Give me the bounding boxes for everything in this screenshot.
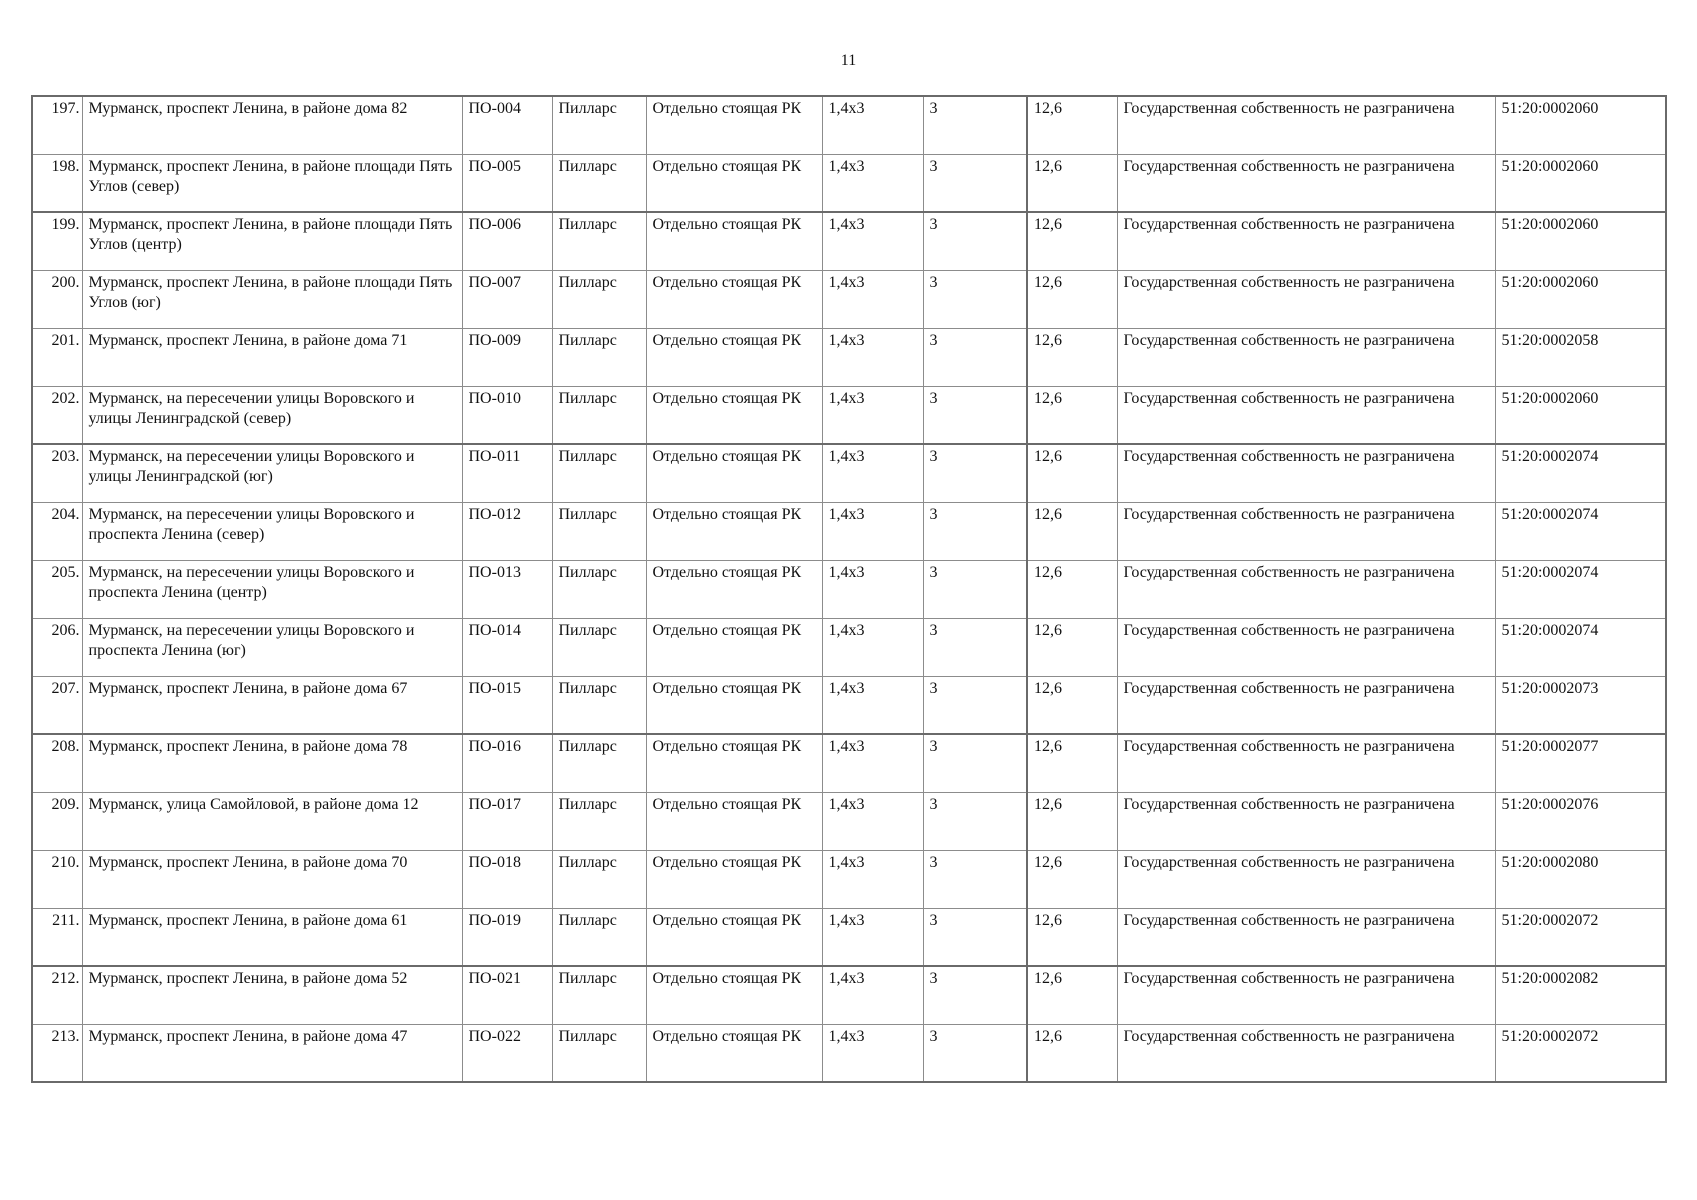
sides-cell: 3: [923, 154, 1027, 212]
address-cell: Мурманск, проспект Ленина, в районе площади Пять Углов (центр): [82, 212, 462, 270]
ownership-cell: Государственная собственность не разграничена: [1117, 908, 1495, 966]
cadastral-number-cell: 51:20:0002060: [1495, 270, 1666, 328]
address-cell: Мурманск, на пересечении улицы Воровского и проспекта Ленина (север): [82, 502, 462, 560]
placement-cell: Отдельно стоящая РК: [646, 908, 822, 966]
placement-cell: Отдельно стоящая РК: [646, 386, 822, 444]
ownership-cell: Государственная собственность не разграничена: [1117, 96, 1495, 154]
sides-cell: 3: [923, 734, 1027, 792]
placement-cell: Отдельно стоящая РК: [646, 676, 822, 734]
size-cell: 1,4х3: [822, 154, 923, 212]
sides-cell: 3: [923, 792, 1027, 850]
placement-cell: Отдельно стоящая РК: [646, 154, 822, 212]
code-cell: ПО-012: [462, 502, 552, 560]
address-cell: Мурманск, на пересечении улицы Воровского и улицы Ленинградской (юг): [82, 444, 462, 502]
row-number: 211.: [32, 908, 82, 966]
row-number: 209.: [32, 792, 82, 850]
address-cell: Мурманск, проспект Ленина, в районе дома 61: [82, 908, 462, 966]
sides-cell: 3: [923, 966, 1027, 1024]
ownership-cell: Государственная собственность не разграничена: [1117, 734, 1495, 792]
sides-cell: 3: [923, 560, 1027, 618]
table-row: [32, 908, 1666, 966]
cadastral-number-cell: 51:20:0002074: [1495, 618, 1666, 676]
row-number: 212.: [32, 966, 82, 1024]
address-cell: Мурманск, проспект Ленина, в районе дома 67: [82, 676, 462, 734]
code-cell: ПО-007: [462, 270, 552, 328]
code-cell: ПО-011: [462, 444, 552, 502]
ownership-cell: Государственная собственность не разграничена: [1117, 212, 1495, 270]
code-cell: ПО-017: [462, 792, 552, 850]
address-cell: Мурманск, улица Самойловой, в районе дома 12: [82, 792, 462, 850]
placement-cell: Отдельно стоящая РК: [646, 444, 822, 502]
sides-cell: 3: [923, 212, 1027, 270]
cadastral-number-cell: 51:20:0002073: [1495, 676, 1666, 734]
type-cell: Пилларс: [552, 1024, 646, 1082]
table-row: [32, 966, 1666, 1024]
ownership-cell: Государственная собственность не разграничена: [1117, 502, 1495, 560]
code-cell: ПО-010: [462, 386, 552, 444]
size-cell: 1,4х3: [822, 270, 923, 328]
area-cell: 12,6: [1027, 96, 1117, 154]
type-cell: Пилларс: [552, 850, 646, 908]
placement-cell: Отдельно стоящая РК: [646, 734, 822, 792]
placement-cell: Отдельно стоящая РК: [646, 792, 822, 850]
cadastral-number-cell: 51:20:0002060: [1495, 386, 1666, 444]
type-cell: Пилларс: [552, 444, 646, 502]
type-cell: Пилларс: [552, 502, 646, 560]
row-number: 198.: [32, 154, 82, 212]
row-number: 204.: [32, 502, 82, 560]
area-cell: 12,6: [1027, 792, 1117, 850]
type-cell: Пилларс: [552, 154, 646, 212]
placement-cell: Отдельно стоящая РК: [646, 328, 822, 386]
size-cell: 1,4х3: [822, 908, 923, 966]
code-cell: ПО-009: [462, 328, 552, 386]
address-cell: Мурманск, проспект Ленина, в районе площади Пять Углов (север): [82, 154, 462, 212]
cadastral-number-cell: 51:20:0002060: [1495, 96, 1666, 154]
sides-cell: 3: [923, 908, 1027, 966]
cadastral-number-cell: 51:20:0002074: [1495, 560, 1666, 618]
ownership-cell: Государственная собственность не разграничена: [1117, 1024, 1495, 1082]
row-number: 199.: [32, 212, 82, 270]
code-cell: ПО-021: [462, 966, 552, 1024]
address-cell: Мурманск, проспект Ленина, в районе дома 47: [82, 1024, 462, 1082]
sides-cell: 3: [923, 96, 1027, 154]
code-cell: ПО-014: [462, 618, 552, 676]
placement-cell: Отдельно стоящая РК: [646, 966, 822, 1024]
cadastral-number-cell: 51:20:0002076: [1495, 792, 1666, 850]
placement-cell: Отдельно стоящая РК: [646, 618, 822, 676]
area-cell: 12,6: [1027, 618, 1117, 676]
sides-cell: 3: [923, 618, 1027, 676]
advertising-structures-table: [31, 95, 1667, 1083]
size-cell: 1,4х3: [822, 966, 923, 1024]
type-cell: Пилларс: [552, 734, 646, 792]
cadastral-number-cell: 51:20:0002058: [1495, 328, 1666, 386]
table-row: [32, 328, 1666, 386]
size-cell: 1,4х3: [822, 444, 923, 502]
area-cell: 12,6: [1027, 270, 1117, 328]
ownership-cell: Государственная собственность не разграничена: [1117, 966, 1495, 1024]
ownership-cell: Государственная собственность не разграничена: [1117, 270, 1495, 328]
address-cell: Мурманск, проспект Ленина, в районе площади Пять Углов (юг): [82, 270, 462, 328]
placement-cell: Отдельно стоящая РК: [646, 270, 822, 328]
sides-cell: 3: [923, 386, 1027, 444]
placement-cell: Отдельно стоящая РК: [646, 1024, 822, 1082]
area-cell: 12,6: [1027, 560, 1117, 618]
sides-cell: 3: [923, 850, 1027, 908]
area-cell: 12,6: [1027, 908, 1117, 966]
code-cell: ПО-015: [462, 676, 552, 734]
size-cell: 1,4х3: [822, 502, 923, 560]
type-cell: Пилларс: [552, 676, 646, 734]
size-cell: 1,4х3: [822, 676, 923, 734]
sides-cell: 3: [923, 1024, 1027, 1082]
type-cell: Пилларс: [552, 908, 646, 966]
cadastral-number-cell: 51:20:0002074: [1495, 502, 1666, 560]
type-cell: Пилларс: [552, 270, 646, 328]
code-cell: ПО-013: [462, 560, 552, 618]
cadastral-number-cell: 51:20:0002072: [1495, 1024, 1666, 1082]
table-row: [32, 502, 1666, 560]
placement-cell: Отдельно стоящая РК: [646, 560, 822, 618]
cadastral-number-cell: 51:20:0002060: [1495, 154, 1666, 212]
table-row: [32, 734, 1666, 792]
ownership-cell: Государственная собственность не разграничена: [1117, 154, 1495, 212]
ownership-cell: Государственная собственность не разграничена: [1117, 444, 1495, 502]
address-cell: Мурманск, проспект Ленина, в районе дома 71: [82, 328, 462, 386]
ownership-cell: Государственная собственность не разграничена: [1117, 676, 1495, 734]
table-row: [32, 444, 1666, 502]
row-number: 200.: [32, 270, 82, 328]
code-cell: ПО-022: [462, 1024, 552, 1082]
size-cell: 1,4х3: [822, 560, 923, 618]
address-cell: Мурманск, проспект Ленина, в районе дома 78: [82, 734, 462, 792]
area-cell: 12,6: [1027, 386, 1117, 444]
sides-cell: 3: [923, 444, 1027, 502]
cadastral-number-cell: 51:20:0002074: [1495, 444, 1666, 502]
table-row: [32, 212, 1666, 270]
size-cell: 1,4х3: [822, 792, 923, 850]
cadastral-number-cell: 51:20:0002080: [1495, 850, 1666, 908]
address-cell: Мурманск, проспект Ленина, в районе дома 82: [82, 96, 462, 154]
sides-cell: 3: [923, 676, 1027, 734]
table-row: [32, 96, 1666, 154]
table-row: [32, 270, 1666, 328]
table-row: [32, 386, 1666, 444]
sides-cell: 3: [923, 502, 1027, 560]
table-row: [32, 850, 1666, 908]
row-number: 205.: [32, 560, 82, 618]
table-row: [32, 560, 1666, 618]
area-cell: 12,6: [1027, 850, 1117, 908]
code-cell: ПО-018: [462, 850, 552, 908]
cadastral-number-cell: 51:20:0002060: [1495, 212, 1666, 270]
row-number: 206.: [32, 618, 82, 676]
size-cell: 1,4х3: [822, 386, 923, 444]
type-cell: Пилларс: [552, 618, 646, 676]
table-body: [32, 96, 1666, 1082]
table-row: [32, 676, 1666, 734]
type-cell: Пилларс: [552, 966, 646, 1024]
code-cell: ПО-019: [462, 908, 552, 966]
table-row: [32, 1024, 1666, 1082]
page-number: 11: [840, 52, 857, 69]
address-cell: Мурманск, проспект Ленина, в районе дома 52: [82, 966, 462, 1024]
table-row: [32, 618, 1666, 676]
address-cell: Мурманск, проспект Ленина, в районе дома 70: [82, 850, 462, 908]
ownership-cell: Государственная собственность не разграничена: [1117, 792, 1495, 850]
size-cell: 1,4х3: [822, 1024, 923, 1082]
code-cell: ПО-004: [462, 96, 552, 154]
address-cell: Мурманск, на пересечении улицы Воровского и проспекта Ленина (юг): [82, 618, 462, 676]
row-number: 202.: [32, 386, 82, 444]
size-cell: 1,4х3: [822, 850, 923, 908]
row-number: 213.: [32, 1024, 82, 1082]
area-cell: 12,6: [1027, 444, 1117, 502]
ownership-cell: Государственная собственность не разграничена: [1117, 560, 1495, 618]
table-row: [32, 792, 1666, 850]
row-number: 207.: [32, 676, 82, 734]
type-cell: Пилларс: [552, 792, 646, 850]
code-cell: ПО-016: [462, 734, 552, 792]
area-cell: 12,6: [1027, 328, 1117, 386]
size-cell: 1,4х3: [822, 328, 923, 386]
row-number: 201.: [32, 328, 82, 386]
area-cell: 12,6: [1027, 154, 1117, 212]
area-cell: 12,6: [1027, 734, 1117, 792]
sides-cell: 3: [923, 328, 1027, 386]
ownership-cell: Государственная собственность не разграничена: [1117, 618, 1495, 676]
size-cell: 1,4х3: [822, 734, 923, 792]
placement-cell: Отдельно стоящая РК: [646, 502, 822, 560]
table-row: [32, 154, 1666, 212]
row-number: 208.: [32, 734, 82, 792]
ownership-cell: Государственная собственность не разграничена: [1117, 386, 1495, 444]
row-number: 197.: [32, 96, 82, 154]
cadastral-number-cell: 51:20:0002072: [1495, 908, 1666, 966]
type-cell: Пилларс: [552, 212, 646, 270]
area-cell: 12,6: [1027, 212, 1117, 270]
placement-cell: Отдельно стоящая РК: [646, 96, 822, 154]
address-cell: Мурманск, на пересечении улицы Воровского и проспекта Ленина (центр): [82, 560, 462, 618]
area-cell: 12,6: [1027, 676, 1117, 734]
size-cell: 1,4х3: [822, 212, 923, 270]
sides-cell: 3: [923, 270, 1027, 328]
area-cell: 12,6: [1027, 502, 1117, 560]
type-cell: Пилларс: [552, 96, 646, 154]
cadastral-number-cell: 51:20:0002077: [1495, 734, 1666, 792]
ownership-cell: Государственная собственность не разграничена: [1117, 850, 1495, 908]
type-cell: Пилларс: [552, 328, 646, 386]
address-cell: Мурманск, на пересечении улицы Воровского и улицы Ленинградской (север): [82, 386, 462, 444]
area-cell: 12,6: [1027, 966, 1117, 1024]
type-cell: Пилларс: [552, 386, 646, 444]
code-cell: ПО-006: [462, 212, 552, 270]
placement-cell: Отдельно стоящая РК: [646, 212, 822, 270]
type-cell: Пилларс: [552, 560, 646, 618]
ownership-cell: Государственная собственность не разграничена: [1117, 328, 1495, 386]
cadastral-number-cell: 51:20:0002082: [1495, 966, 1666, 1024]
row-number: 210.: [32, 850, 82, 908]
area-cell: 12,6: [1027, 1024, 1117, 1082]
row-number: 203.: [32, 444, 82, 502]
code-cell: ПО-005: [462, 154, 552, 212]
size-cell: 1,4х3: [822, 96, 923, 154]
size-cell: 1,4х3: [822, 618, 923, 676]
placement-cell: Отдельно стоящая РК: [646, 850, 822, 908]
